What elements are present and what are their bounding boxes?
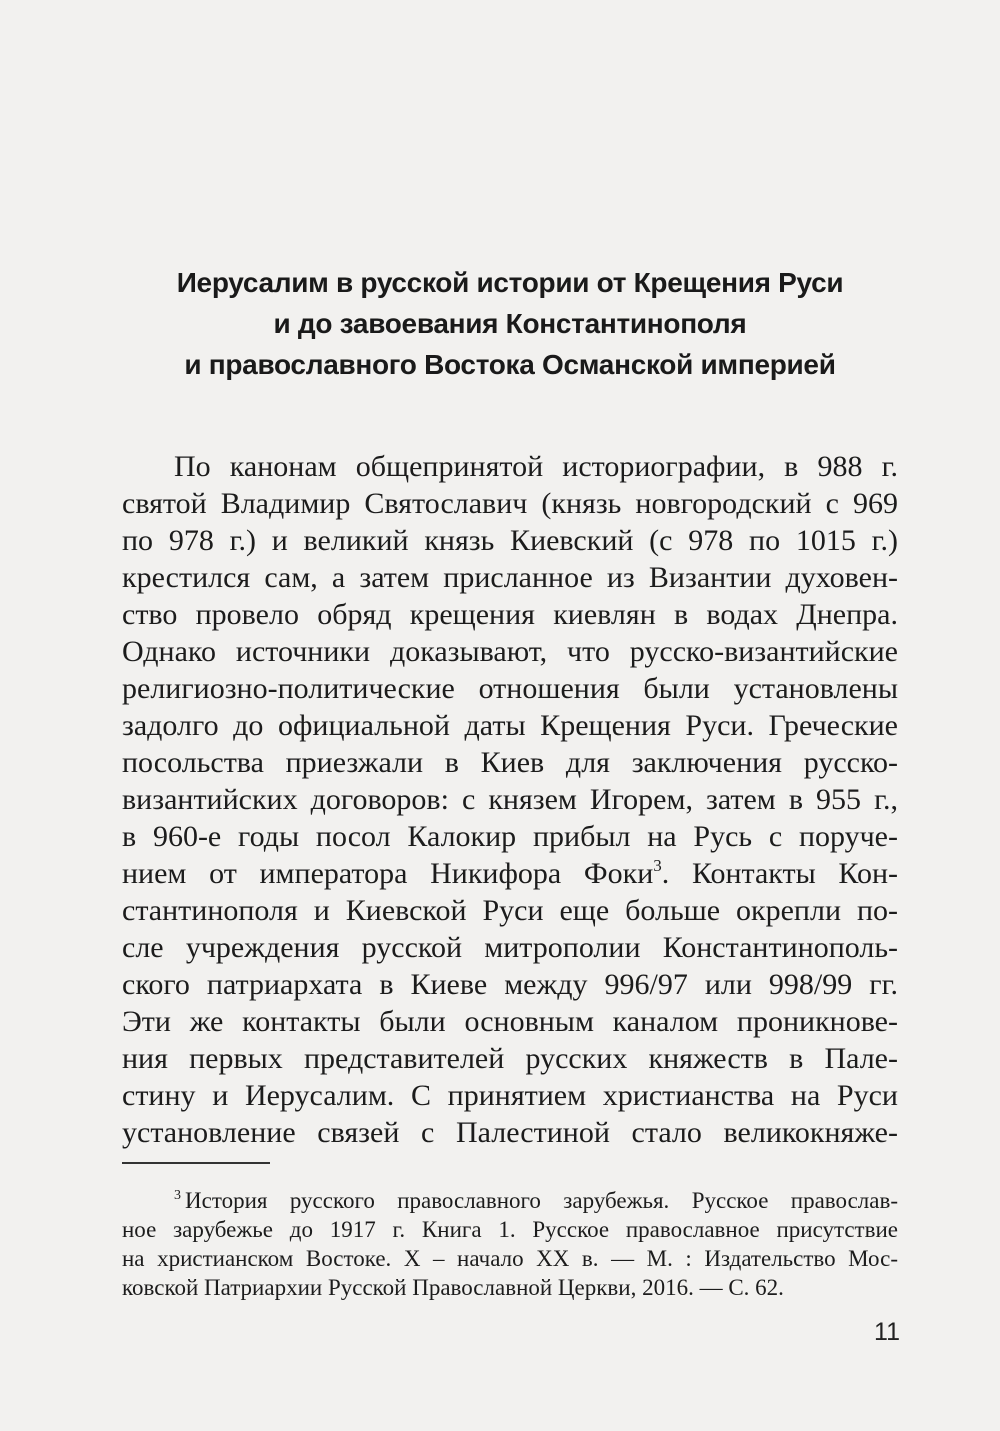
chapter-heading bbox=[100, 262, 920, 385]
footnote-line: на христианском Востоке. X – начало XX в. — М. : Издательство Мос- bbox=[122, 1246, 898, 1271]
main-paragraph bbox=[122, 448, 898, 1151]
body-line: стину и Иерусалим. С принятием христианства на Руси bbox=[122, 1079, 898, 1112]
body-line: Эти же контакты были основным каналом проникнове- bbox=[122, 1005, 898, 1038]
body-line: ство провело обряд крещения киевлян в водах Днепра. bbox=[122, 598, 898, 631]
body-line: установление связей с Палестиной стало великокняже- bbox=[122, 1116, 898, 1149]
body-line: сле учреждения русской митрополии Константинополь- bbox=[122, 931, 898, 964]
footnote-line: ное зарубежье до 1917 г. Книга 1. Русское православное присутствие bbox=[122, 1217, 898, 1242]
footnote-line bbox=[122, 1186, 898, 1215]
body-line: Однако источники доказывают, что русско-византийские bbox=[122, 635, 898, 668]
footnote-line-text: История русского православного зарубежья. Русское православ- bbox=[185, 1188, 898, 1213]
footnote bbox=[122, 1186, 898, 1302]
heading-line: и православного Востока Османской империей bbox=[184, 349, 836, 380]
body-line-part: нием от императора Никифора Фоки bbox=[122, 857, 654, 890]
body-line: религиозно-политические отношения были установлены bbox=[122, 672, 898, 705]
body-line: задолго до официальной даты Крещения Руси. Греческие bbox=[122, 709, 898, 742]
heading-line: Иерусалим в русской истории от Крещения Руси bbox=[176, 267, 844, 298]
body-line: в 960-е годы посол Калокир прибыл на Русь с поруче- bbox=[122, 820, 898, 853]
body-line: стантинополя и Киевской Руси еще больше окрепли по- bbox=[122, 894, 898, 927]
body-line-part: . Контакты Кон- bbox=[661, 857, 898, 890]
footnote-line: ковской Патриархии Русской Православной Церкви, 2016. — С. 62. bbox=[122, 1275, 784, 1300]
body-line: крестился сам, а затем присланное из Византии духовен- bbox=[122, 561, 898, 594]
body-line-with-footnote-ref bbox=[122, 855, 898, 892]
footnote-number: 3 bbox=[174, 1188, 181, 1203]
footnote-reference[interactable]: 3 bbox=[653, 856, 662, 875]
body-line: ского патриархата в Киеве между 996/97 или 998/99 гг. bbox=[122, 968, 898, 1001]
body-line: По канонам общепринятой историографии, в 988 г. bbox=[174, 450, 898, 483]
body-line: святой Владимир Святославич (князь новгородский с 969 bbox=[122, 487, 898, 520]
heading-line: и до завоевания Константинополя bbox=[273, 308, 747, 339]
body-line: посольства приезжали в Киев для заключения русско- bbox=[122, 746, 898, 779]
body-line: византийских договоров: с князем Игорем, затем в 955 г., bbox=[122, 783, 898, 816]
body-line: ния первых представителей русских княжеств в Пале- bbox=[122, 1042, 898, 1075]
page-number: 11 bbox=[874, 1318, 900, 1346]
body-line: по 978 г.) и великий князь Киевский (с 978 по 1015 г.) bbox=[122, 524, 898, 557]
footnote-separator bbox=[122, 1162, 270, 1164]
